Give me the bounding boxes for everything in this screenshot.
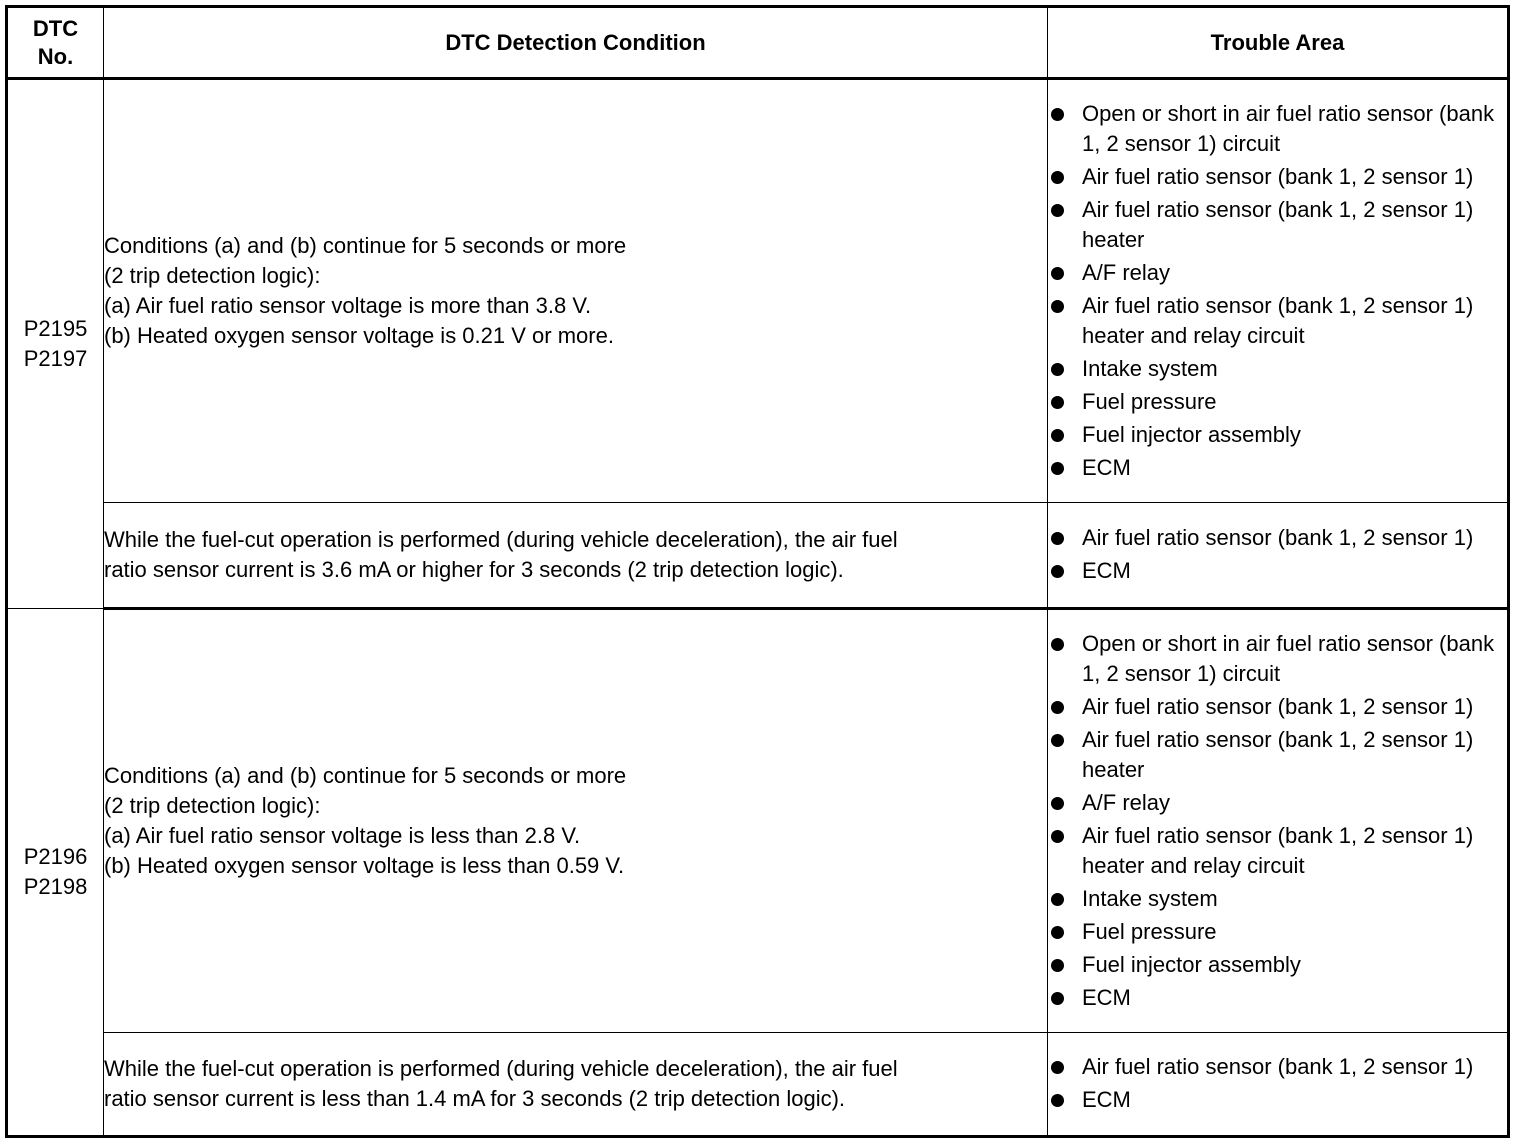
detection-condition-cell — [104, 79, 1048, 503]
condition-line: (2 trip detection logic): — [104, 263, 321, 288]
header-dtc-no-line2: No. — [37, 43, 74, 69]
trouble-area-cell — [1048, 609, 1509, 1033]
list-item: Intake system — [1048, 884, 1507, 914]
header-dtc-no — [7, 7, 104, 79]
list-item: ECM — [1048, 983, 1507, 1013]
list-item: Fuel pressure — [1048, 387, 1507, 417]
dtc-code-cell — [7, 609, 104, 1137]
list-item: Air fuel ratio sensor (bank 1, 2 sensor 1) — [1048, 692, 1507, 722]
list-item: ECM — [1048, 556, 1507, 586]
detection-condition-cell — [104, 503, 1048, 609]
list-item: Open or short in air fuel ratio sensor (bank 1, 2 sensor 1) circuit — [1048, 99, 1507, 159]
header-trouble-area: Trouble Area — [1048, 7, 1509, 79]
table-row — [7, 503, 1509, 609]
header-row — [7, 7, 1509, 79]
list-item: Air fuel ratio sensor (bank 1, 2 sensor 1) heater — [1048, 195, 1507, 255]
condition-line: ratio sensor current is 3.6 mA or higher for 3 seconds (2 trip detection logic). — [104, 557, 844, 582]
trouble-area-list — [1048, 99, 1507, 483]
condition-line: (a) Air fuel ratio sensor voltage is less than 2.8 V. — [104, 823, 581, 848]
list-item: Air fuel ratio sensor (bank 1, 2 sensor 1) — [1048, 523, 1507, 553]
table-row — [7, 79, 1509, 503]
trouble-area-list — [1048, 629, 1507, 1013]
dtc-code-cell — [7, 79, 104, 609]
condition-line: (2 trip detection logic): — [104, 793, 321, 818]
header-dtc-no-line1: DTC — [32, 15, 79, 41]
detection-condition-cell — [104, 1033, 1048, 1137]
list-item: Air fuel ratio sensor (bank 1, 2 sensor 1) — [1048, 162, 1507, 192]
list-item: A/F relay — [1048, 788, 1507, 818]
table-row — [7, 609, 1509, 1033]
list-item: ECM — [1048, 1085, 1507, 1115]
dtc-code: P2195 — [23, 316, 88, 341]
list-item: Open or short in air fuel ratio sensor (bank 1, 2 sensor 1) circuit — [1048, 629, 1507, 689]
list-item: Intake system — [1048, 354, 1507, 384]
condition-line: Conditions (a) and (b) continue for 5 seconds or more — [104, 233, 627, 258]
dtc-code: P2198 — [23, 874, 88, 899]
list-item: Fuel pressure — [1048, 917, 1507, 947]
trouble-area-cell — [1048, 79, 1509, 503]
header-detection-condition: DTC Detection Condition — [104, 7, 1048, 79]
condition-line: Conditions (a) and (b) continue for 5 seconds or more — [104, 763, 627, 788]
dtc-table — [5, 5, 1510, 1138]
list-item: Fuel injector assembly — [1048, 950, 1507, 980]
detection-condition-cell — [104, 609, 1048, 1033]
list-item: Air fuel ratio sensor (bank 1, 2 sensor 1) heater — [1048, 725, 1507, 785]
trouble-area-cell — [1048, 503, 1509, 609]
condition-line: ratio sensor current is less than 1.4 mA for 3 seconds (2 trip detection logic). — [104, 1086, 846, 1111]
table-row — [7, 1033, 1509, 1137]
list-item: Fuel injector assembly — [1048, 420, 1507, 450]
condition-line: (b) Heated oxygen sensor voltage is less than 0.59 V. — [104, 853, 625, 878]
condition-line: While the fuel-cut operation is performed (during vehicle deceleration), the air fuel — [104, 527, 898, 552]
dtc-code: P2197 — [23, 346, 88, 371]
dtc-code: P2196 — [23, 844, 88, 869]
condition-line: (a) Air fuel ratio sensor voltage is more than 3.8 V. — [104, 293, 592, 318]
trouble-area-cell — [1048, 1033, 1509, 1137]
list-item: Air fuel ratio sensor (bank 1, 2 sensor 1) heater and relay circuit — [1048, 821, 1507, 881]
list-item: ECM — [1048, 453, 1507, 483]
condition-line: (b) Heated oxygen sensor voltage is 0.21 V or more. — [104, 323, 614, 348]
list-item: Air fuel ratio sensor (bank 1, 2 sensor 1) — [1048, 1052, 1507, 1082]
trouble-area-list — [1048, 1052, 1507, 1115]
list-item: A/F relay — [1048, 258, 1507, 288]
trouble-area-list — [1048, 523, 1507, 586]
list-item: Air fuel ratio sensor (bank 1, 2 sensor 1) heater and relay circuit — [1048, 291, 1507, 351]
condition-line: While the fuel-cut operation is performed (during vehicle deceleration), the air fuel — [104, 1056, 898, 1081]
